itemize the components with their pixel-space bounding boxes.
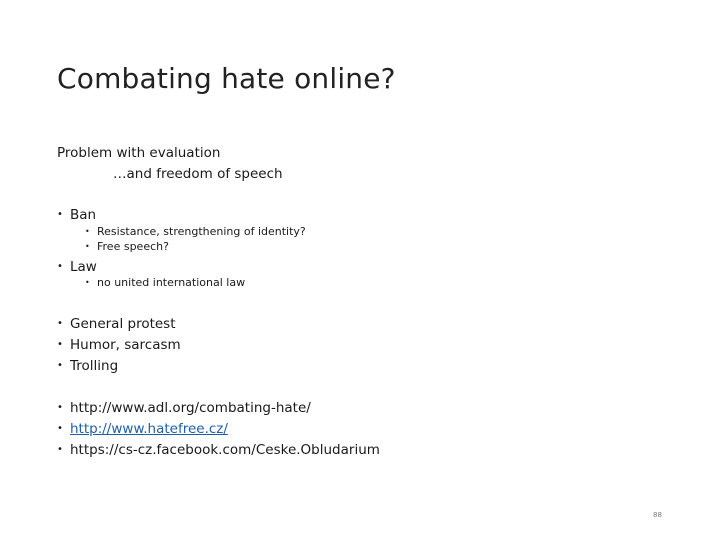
bullet-item-trolling: [57, 358, 118, 374]
bullet-icon: •: [57, 339, 63, 350]
bullet-item-general-protest: [57, 316, 176, 332]
sub-bullet-text: Free speech?: [97, 240, 169, 253]
bullet-icon: •: [57, 209, 63, 220]
hatefree-link[interactable]: http://www.hatefree.cz/: [70, 421, 228, 437]
bullet-item-humor: [57, 337, 181, 353]
page-number: 88: [653, 511, 662, 519]
bullet-icon: •: [57, 444, 63, 455]
bullet-icon: •: [57, 423, 63, 434]
bullet-text: Humor, sarcasm: [70, 337, 181, 353]
bullet-item-link-adl: [57, 400, 311, 416]
bullet-icon: •: [85, 227, 90, 236]
bullet-item-link-hatefree: [57, 421, 228, 437]
slide-title: Combating hate online?: [57, 62, 396, 95]
sub-bullet-text: no united international law: [97, 276, 246, 289]
bullet-item-ban: [57, 207, 96, 223]
bullet-item-link-facebook: [57, 442, 380, 458]
bullet-icon: •: [57, 402, 63, 413]
bullet-icon: •: [85, 278, 90, 287]
bullet-icon: •: [57, 318, 63, 329]
link-text-adl: http://www.adl.org/combating-hate/: [70, 400, 311, 416]
sub-bullet-text: Resistance, strengthening of identity?: [97, 225, 306, 238]
sub-bullet-item: [85, 240, 169, 253]
bullet-text: General protest: [70, 316, 176, 332]
bullet-text: Law: [70, 259, 97, 275]
subheading-line-2: …and freedom of speech: [113, 166, 283, 182]
sub-bullet-item: [85, 225, 306, 238]
bullet-icon: •: [85, 242, 90, 251]
subheading-line-1: Problem with evaluation: [57, 145, 221, 161]
bullet-text: Trolling: [70, 358, 119, 374]
bullet-icon: •: [57, 261, 63, 272]
bullet-icon: •: [57, 360, 63, 371]
link-text-facebook: https://cs-cz.facebook.com/Ceske.Obludarium: [70, 442, 380, 458]
bullet-item-law: [57, 259, 97, 275]
bullet-text: Ban: [70, 207, 97, 223]
sub-bullet-item: [85, 276, 245, 289]
